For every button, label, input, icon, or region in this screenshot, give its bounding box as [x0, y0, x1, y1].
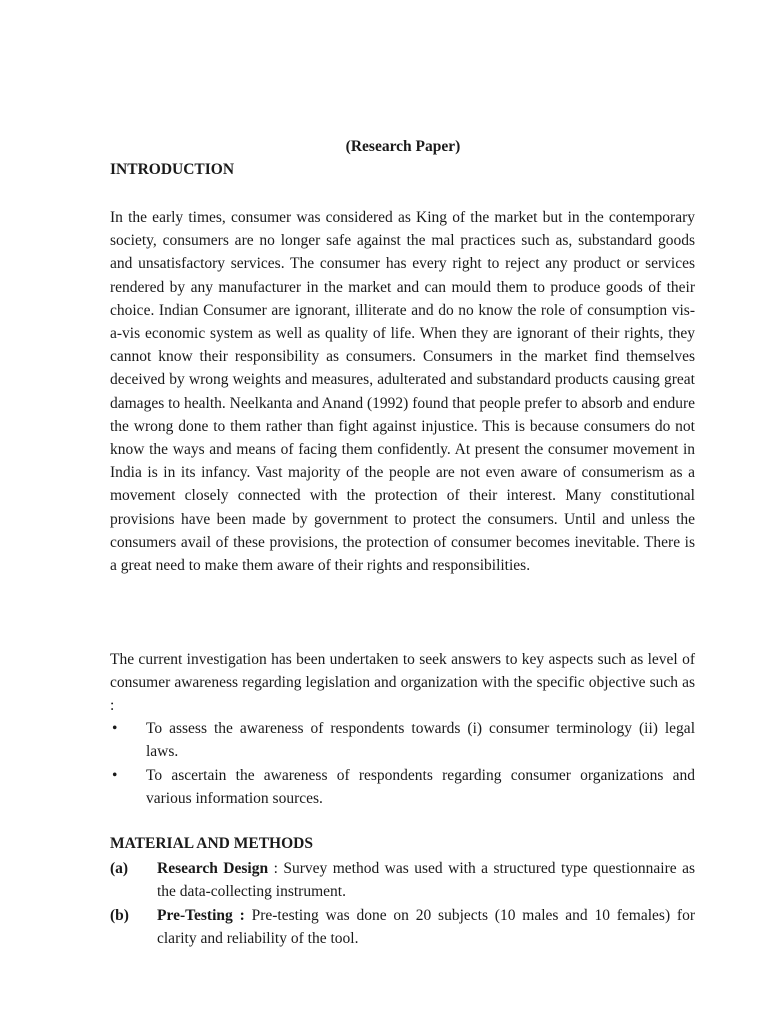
objective-bullet-text: To ascertain the awareness of respondents regarding consumer organizations and various information sources.	[146, 767, 695, 808]
bullet-mark: •	[112, 720, 118, 737]
objective-bullet-1	[110, 717, 695, 763]
investigation-paragraph: The current investigation has been undertaken to seek answers to key aspects such as level of consumer awareness regarding legislation and organization with the specific objective such as :	[110, 651, 695, 715]
method-item-label: (b)	[110, 907, 129, 924]
method-item-label: (a)	[110, 860, 129, 877]
method-item-research-design	[110, 857, 695, 903]
method-item-body	[157, 904, 695, 950]
method-item-term: Research Design	[157, 860, 269, 877]
method-item-text: : Survey method was used with a structured type questionnaire as the data-collecting instrument.	[157, 860, 695, 901]
introduction-paragraph: In the early times, consumer was considered as King of the market but in the contemporary society, consumers are no longer safe against the mal practices such as, substandard goods and unsatisfactory services. The consumer has every right to reject any product or services rendered by any manufacturer in the market and can mould them to produce goods of their choice. Indian Consumer are ignorant, illiterate and do no know the role of consumption vis-a-vis economic system as well as quality of life. When they are ignorant of their rights, they cannot know their responsibility as consumers. Consumers in the market find themselves deceived by wrong weights and measures, adulterated and substandard products causing great damages to health. Neelkanta and Anand (1992) found that people prefer to absorb and endure the wrong done to them rather than fight against injustice. This is because consumers do not know the ways and means of facing them confidently. At present the consumer movement in India is in its infancy. Vast majority of the people are not even aware of consumerism as a movement closely connected with the protection of their interest. Many constitutional provisions have been made by government to protect the consumers. Until and unless the consumers avail of these provisions, the protection of consumer becomes inevitable. There is a great need to make them aware of their rights and responsibilities.	[110, 209, 695, 575]
objective-bullet-2	[110, 764, 695, 810]
method-item-term: Pre-Testing :	[157, 907, 245, 924]
method-item-text: Pre-testing was done on 20 subjects (10 males and 10 females) for clarity and reliability of the tool.	[157, 907, 696, 948]
method-item-pre-testing	[110, 904, 695, 950]
objective-bullet-text: To assess the awareness of respondents towards (i) consumer terminology (ii) legal laws.	[146, 720, 695, 761]
introduction-heading: INTRODUCTION	[110, 161, 235, 178]
bullet-mark: •	[112, 767, 118, 784]
method-item-body	[157, 857, 695, 903]
methods-heading: MATERIAL AND METHODS	[110, 835, 313, 852]
document-title: (Research Paper)	[345, 138, 461, 155]
